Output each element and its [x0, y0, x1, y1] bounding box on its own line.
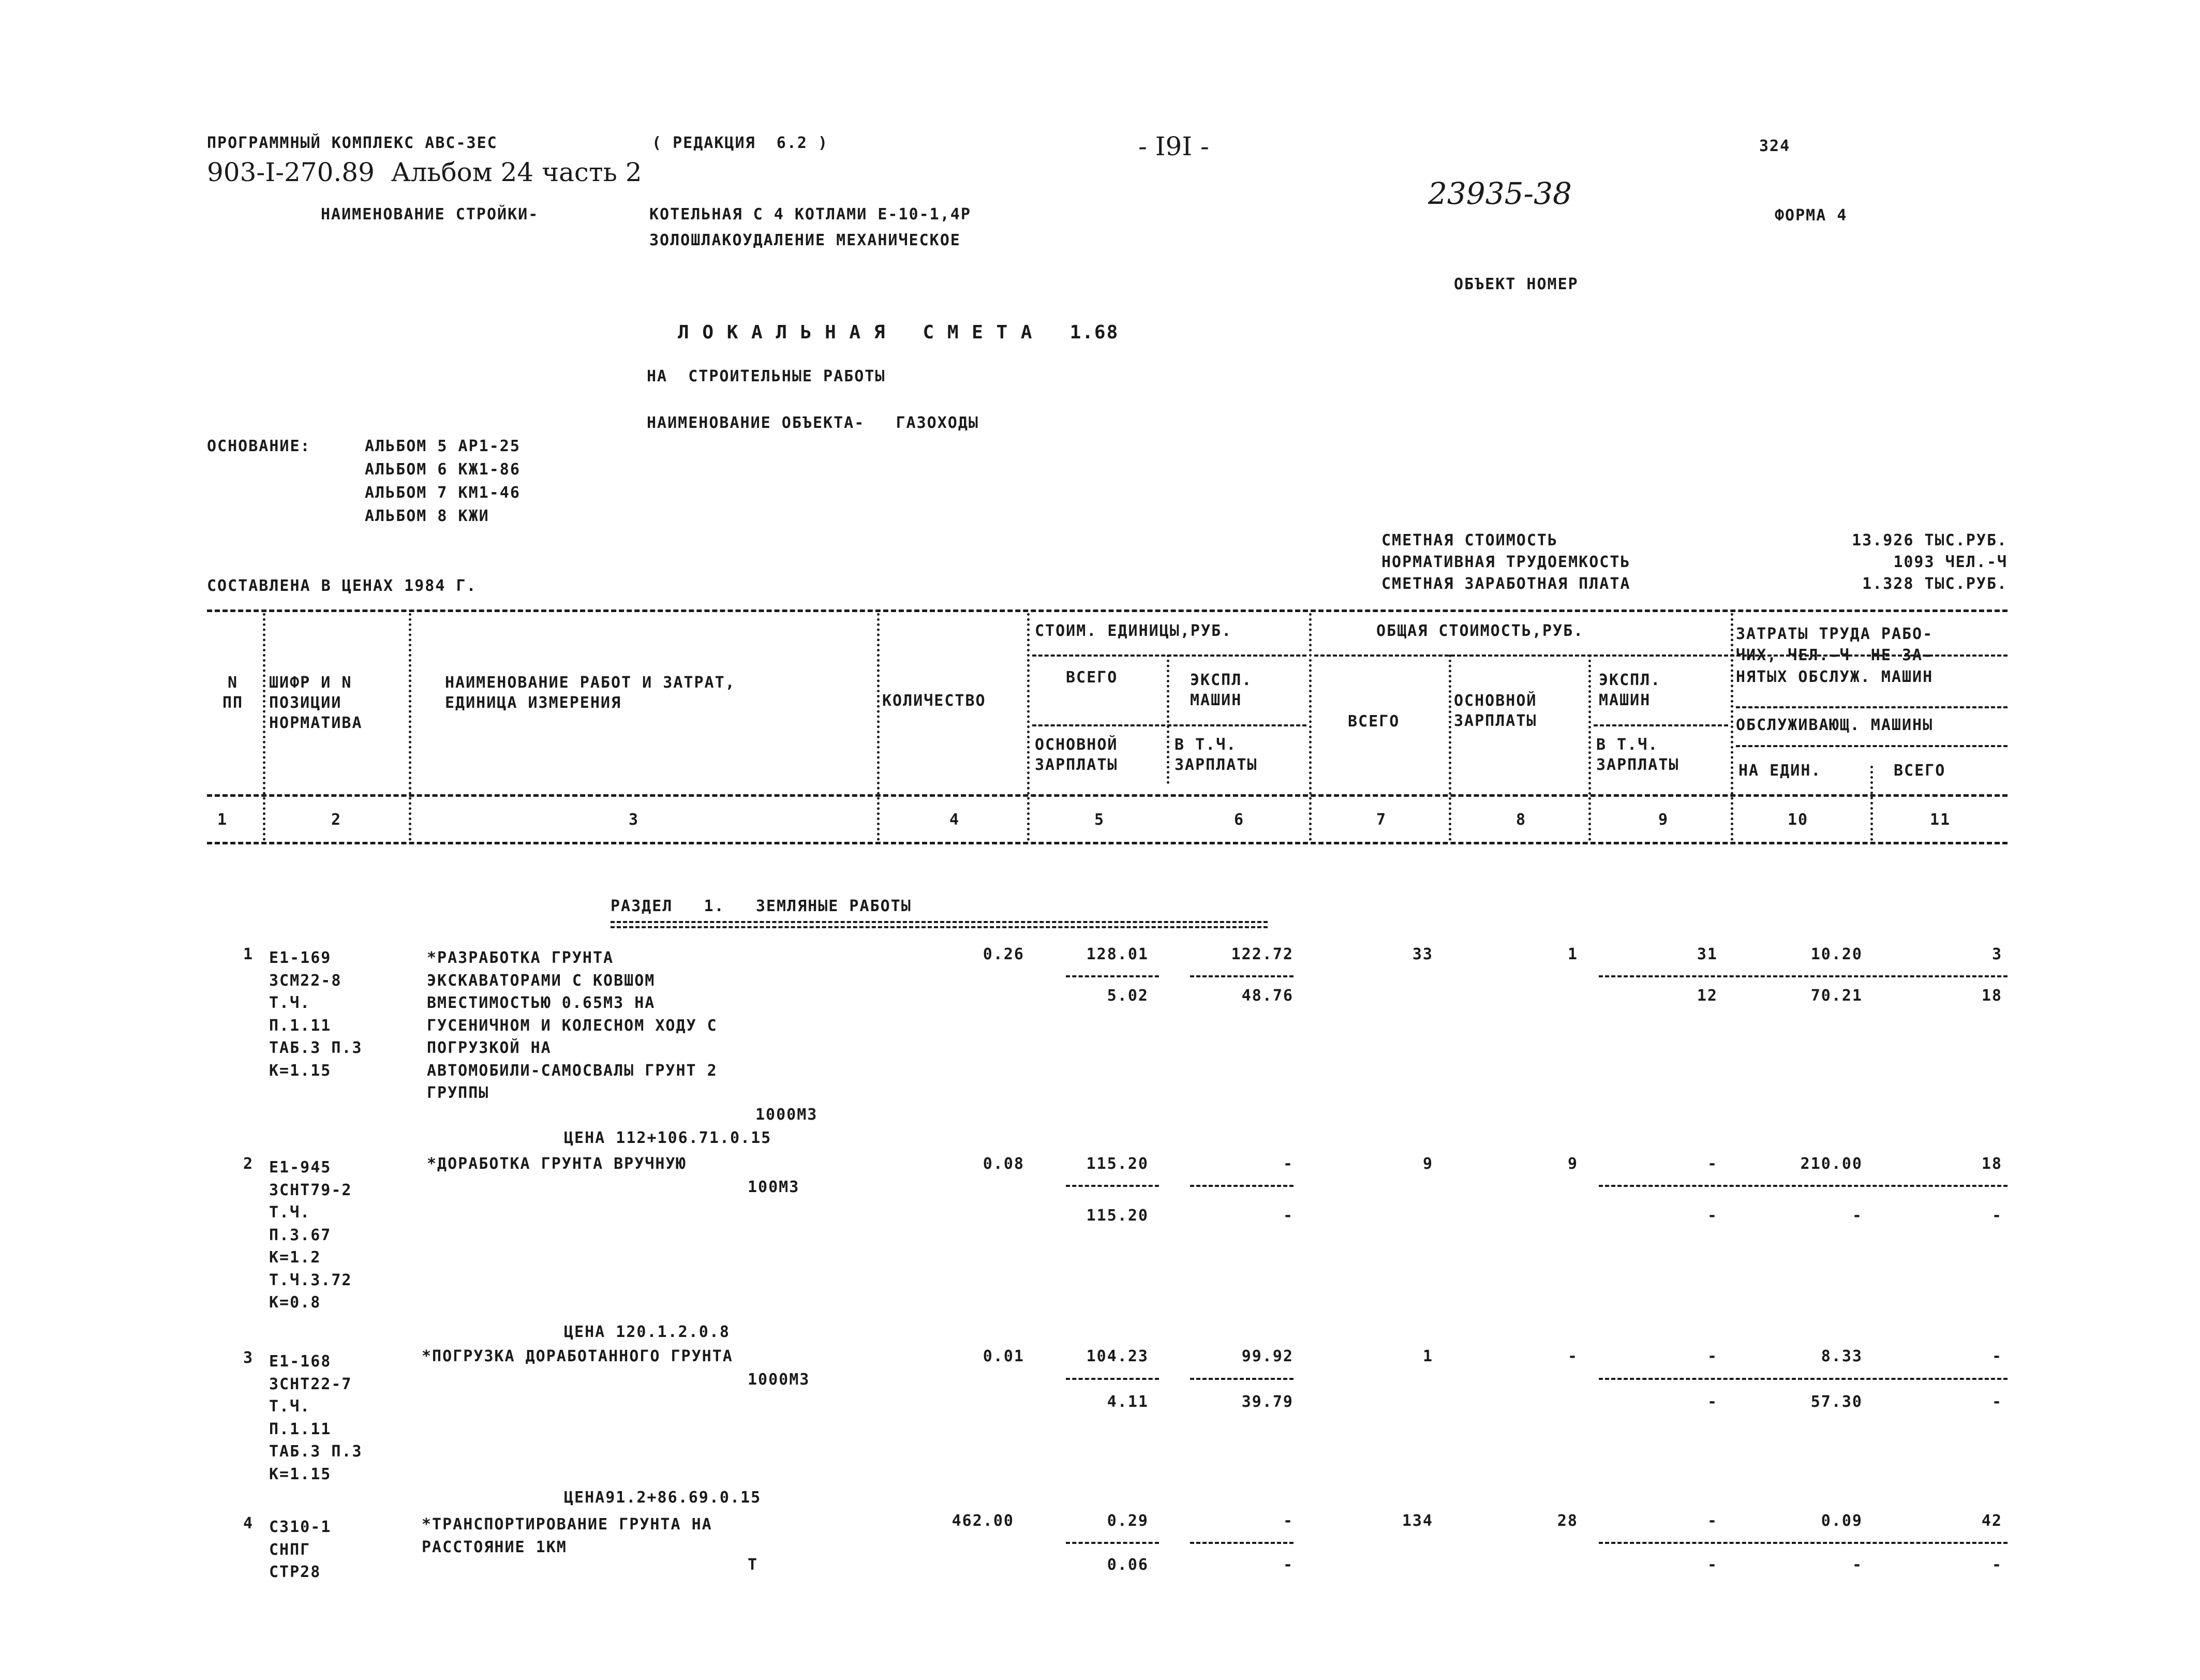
- labor-header: ЗАТРАТЫ ТРУДА РАБО- ЧИХ, ЧЕЛ.-Ч НЕ ЗА- НЯТЫХ ОБСЛУЖ. МАШИН: [1736, 625, 1934, 686]
- rule: [1032, 724, 1306, 726]
- column-number: 2: [331, 811, 342, 829]
- labor-total: 42: [1981, 1512, 2002, 1530]
- construction-line-2: ЗОЛОШЛАКОУДАЛЕНИЕ МЕХАНИЧЕСКОЕ: [649, 231, 961, 249]
- summary-value: 1093 ЧЕЛ.-Ч: [1893, 553, 2008, 571]
- unit-cost-wage: ОСНОВНОЙ ЗАРПЛАТЫ: [1035, 736, 1118, 774]
- column-number: 6: [1234, 811, 1245, 829]
- total-machines: -: [1707, 1347, 1718, 1365]
- work-name: *ДОРАБОТКА ГРУНТА ВРУЧНУЮ: [427, 1155, 687, 1173]
- unit-cost-header: СТОИМ. ЕДИНИЦЫ,РУБ.: [1035, 622, 1232, 640]
- total-incl-wage: -: [1707, 1393, 1718, 1411]
- column-separator: [877, 613, 880, 841]
- work-name: *ПОГРУЗКА ДОРАБОТАННОГО ГРУНТА: [422, 1347, 733, 1365]
- summary-value: 13.926 ТЫС.РУБ.: [1852, 531, 2008, 549]
- rule: [207, 609, 2008, 612]
- column-separator: [1731, 613, 1733, 841]
- total-cost: 33: [1412, 945, 1433, 963]
- total-incl-wage: -: [1707, 1207, 1718, 1225]
- basis-item: АЛЬБОМ 8 КЖИ: [365, 507, 489, 525]
- column-number: 7: [1376, 811, 1387, 829]
- labor-total-machines: -: [1991, 1393, 2002, 1411]
- section-underline: [611, 926, 1268, 928]
- rule: [1066, 1378, 1159, 1380]
- column-separator: [409, 613, 411, 841]
- unit-cost-incl-wage: -: [1283, 1556, 1294, 1574]
- column-number: 9: [1658, 811, 1669, 829]
- total-machines: -: [1707, 1512, 1718, 1530]
- estimate-subtitle: НА СТРОИТЕЛЬНЫЕ РАБОТЫ: [647, 367, 886, 385]
- unit-cost-total: 104.23: [1086, 1347, 1149, 1365]
- column-separator: [1027, 613, 1030, 841]
- rule: [1032, 655, 1306, 657]
- column-number: 10: [1788, 811, 1809, 829]
- unit-cost-incl-wage: 39.79: [1241, 1393, 1294, 1411]
- total-machines: 31: [1697, 945, 1718, 963]
- norm-code: Е1-169 ЗСМ22-8 Т.Ч. П.1.11 ТАБ.3 П.3 К=1.15: [269, 949, 363, 1080]
- album-reference: 903-I-270.89 Альбом 24 часть 2: [207, 157, 642, 187]
- price-note: ЦЕНА 112+106.71.0.15: [564, 1129, 772, 1147]
- labor-per-unit: 8.33: [1821, 1347, 1863, 1365]
- total-incl-wage: 12: [1697, 987, 1718, 1005]
- total-cost-incl-wage: В Т.Ч. ЗАРПЛАТЫ: [1596, 736, 1679, 774]
- labor-total: 3: [1991, 945, 2002, 963]
- column-separator: [1309, 613, 1312, 841]
- rule: [1190, 975, 1294, 977]
- total-cost-wage: ОСНОВНОЙ ЗАРПЛАТЫ: [1454, 692, 1537, 730]
- row-number: 1: [243, 945, 254, 963]
- column-number: 8: [1516, 811, 1527, 829]
- labor-total: 18: [1981, 1155, 2002, 1173]
- rule: [1066, 975, 1159, 977]
- col-header-name: НАИМЕНОВАНИЕ РАБОТ И ЗАТРАТ, ЕДИНИЦА ИЗМЕРЕНИЯ: [445, 674, 736, 712]
- quantity: 0.01: [983, 1347, 1024, 1365]
- column-number: 11: [1930, 811, 1951, 829]
- rule: [1736, 745, 2008, 747]
- basis-label: ОСНОВАНИЕ:: [207, 437, 311, 455]
- total-incl-wage: -: [1707, 1556, 1718, 1574]
- labor-total-machines: 18: [1981, 987, 2002, 1005]
- unit-cost-machines: 99.92: [1241, 1347, 1294, 1365]
- price-note: ЦЕНА 120.1.2.0.8: [564, 1323, 730, 1341]
- unit-cost-wage: 5.02: [1107, 987, 1149, 1005]
- total-cost-machines: ЭКСПЛ. МАШИН: [1599, 671, 1661, 709]
- total-cost-total: ВСЕГО: [1348, 712, 1400, 731]
- total-wage: -: [1567, 1347, 1578, 1365]
- labor-total-machines: -: [1991, 1556, 2002, 1574]
- quantity: 462.00: [952, 1512, 1014, 1530]
- rule: [1594, 724, 1728, 726]
- row-number: 2: [243, 1155, 254, 1173]
- unit-cost-wage: 4.11: [1107, 1393, 1149, 1411]
- labor-per-unit-machines: -: [1852, 1207, 1863, 1225]
- total-wage: 28: [1557, 1512, 1578, 1530]
- column-separator: [1449, 655, 1451, 841]
- object-number-label: ОБЪЕКТ НОМЕР: [1454, 275, 1579, 293]
- unit-cost-incl-wage: В Т.Ч. ЗАРПЛАТЫ: [1175, 736, 1258, 774]
- work-name: *РАЗРАБОТКА ГРУНТА ЭКСКАВАТОРАМИ С КОВШОМ ВМЕСТИМОСТЬЮ 0.65М3 НА ГУСЕНИЧНОМ И КОЛЕСНОМ ХОДУ С ПОГРУЗКОЙ НА АВТОМОБИЛИ-САМОСВАЛЫ ГРУНТ 2 ГРУППЫ: [427, 949, 718, 1102]
- total-wage: 9: [1567, 1155, 1578, 1173]
- total-cost-header: ОБЩАЯ СТОИМОСТЬ,РУБ.: [1376, 622, 1584, 640]
- row-number: 3: [243, 1349, 254, 1367]
- rule: [1599, 1378, 2008, 1380]
- work-unit: Т: [748, 1556, 759, 1574]
- unit-cost-total: ВСЕГО: [1066, 668, 1118, 687]
- total-cost: 134: [1402, 1512, 1433, 1530]
- rule: [1599, 1542, 2008, 1544]
- col-header-qty: КОЛИЧЕСТВО: [882, 692, 986, 710]
- labor-per-unit-machines: -: [1852, 1556, 1863, 1574]
- unit-cost-machines: -: [1283, 1155, 1294, 1173]
- construction-label: НАИМЕНОВАНИЕ СТРОЙКИ-: [321, 205, 539, 224]
- rule: [1190, 1542, 1294, 1544]
- price-note: ЦЕНА91.2+86.69.0.15: [564, 1489, 762, 1507]
- labor-subheader: ОБСЛУЖИВАЮЩ. МАШИНЫ: [1736, 716, 1934, 734]
- unit-cost-machines: 122.72: [1231, 945, 1294, 963]
- edition: ( РЕДАКЦИЯ 6.2 ): [652, 134, 829, 152]
- row-number: 4: [243, 1514, 254, 1533]
- col-header-n: N ПП: [222, 674, 244, 712]
- rule: [1190, 1185, 1294, 1187]
- prices-year: СОСТАВЛЕНА В ЦЕНАХ 1984 Г.: [207, 577, 477, 595]
- norm-code: Е1-945 ЗСНТ79-2 Т.Ч. П.3.67 К=1.2 Т.Ч.3.72 К=0.8: [269, 1158, 352, 1312]
- basis-item: АЛЬБОМ 6 КЖ1-86: [365, 460, 521, 479]
- rule: [207, 842, 2008, 844]
- labor-per-unit: 0.09: [1821, 1512, 1863, 1530]
- total-cost: 9: [1422, 1155, 1433, 1173]
- summary-label: НОРМАТИВНАЯ ТРУДОЕМКОСТЬ: [1381, 553, 1631, 571]
- labor-per-unit-machines: 70.21: [1810, 987, 1863, 1005]
- column-separator: [1588, 655, 1591, 841]
- program-name: ПРОГРАММНЫЙ КОМПЛЕКС АВС-ЗЕС: [207, 134, 498, 152]
- unit-cost-incl-wage: -: [1283, 1207, 1294, 1225]
- form-label: ФОРМА 4: [1775, 206, 1848, 225]
- rule: [207, 794, 2008, 797]
- unit-cost-machines: -: [1283, 1512, 1294, 1530]
- rule: [1066, 1542, 1159, 1544]
- unit-cost-wage: 0.06: [1107, 1556, 1149, 1574]
- column-number: 4: [949, 811, 960, 829]
- col-header-code: ШИФР И N ПОЗИЦИИ НОРМАТИВА: [269, 674, 363, 732]
- construction-line-1: КОТЕЛЬНАЯ С 4 КОТЛАМИ Е-10-1,4Р: [649, 205, 971, 224]
- basis-item: АЛЬБОМ 7 КМ1-46: [365, 484, 521, 502]
- norm-code: Е1-168 ЗСНТ22-7 Т.Ч. П.1.11 ТАБ.3 П.3 К=1.15: [269, 1352, 363, 1483]
- sheet-number: 324: [1759, 137, 1791, 155]
- quantity: 0.08: [983, 1155, 1024, 1173]
- unit-cost-wage: 115.20: [1086, 1207, 1149, 1225]
- summary-label: СМЕТНАЯ СТОИМОСТЬ: [1381, 531, 1558, 549]
- rule: [1736, 706, 2008, 708]
- norm-code: С310-1 СНПГ СТР28: [269, 1518, 332, 1581]
- rule: [1599, 1185, 2008, 1187]
- document-number: 23935-38: [1428, 176, 1572, 211]
- column-number: 3: [629, 811, 640, 829]
- rule: [1066, 1185, 1159, 1187]
- labor-total: -: [1991, 1347, 2002, 1365]
- labor-per-unit-machines: 57.30: [1810, 1393, 1863, 1411]
- total-cost: 1: [1422, 1347, 1433, 1365]
- work-unit: 1000М3: [748, 1371, 810, 1389]
- labor-total-machines: -: [1991, 1207, 2002, 1225]
- estimate-title: Л О К А Л Ь Н А Я С М Е Т А 1.68: [678, 322, 1119, 343]
- column-separator: [263, 613, 265, 841]
- unit-cost-total: 0.29: [1107, 1512, 1149, 1530]
- rule: [1599, 975, 2008, 977]
- column-separator: [1870, 766, 1873, 841]
- labor-total: ВСЕГО: [1894, 762, 1946, 780]
- unit-cost-total: 128.01: [1086, 945, 1149, 963]
- labor-per-unit: НА ЕДИН.: [1738, 762, 1822, 780]
- work-unit: 1000М3: [755, 1106, 818, 1124]
- unit-cost-total: 115.20: [1086, 1155, 1149, 1173]
- column-number: 5: [1094, 811, 1105, 829]
- total-wage: 1: [1567, 945, 1578, 963]
- unit-cost-incl-wage: 48.76: [1241, 987, 1294, 1005]
- work-name: *ТРАНСПОРТИРОВАНИЕ ГРУНТА НА РАССТОЯНИЕ 1КМ: [422, 1515, 712, 1556]
- summary-value: 1.328 ТЫС.РУБ.: [1862, 575, 2008, 593]
- labor-per-unit: 210.00: [1800, 1155, 1863, 1173]
- rule: [1190, 1378, 1294, 1380]
- page-number: - I9I -: [1138, 131, 1209, 161]
- unit-cost-machines: ЭКСПЛ. МАШИН: [1190, 671, 1253, 709]
- total-machines: -: [1707, 1155, 1718, 1173]
- column-separator: [1167, 655, 1169, 784]
- labor-per-unit: 10.20: [1810, 945, 1863, 963]
- section-title: РАЗДЕЛ 1. ЗЕМЛЯНЫЕ РАБОТЫ: [611, 897, 912, 915]
- section-underline: [611, 921, 1268, 923]
- column-number: 1: [217, 811, 228, 829]
- summary-label: СМЕТНАЯ ЗАРАБОТНАЯ ПЛАТА: [1381, 575, 1631, 593]
- basis-item: АЛЬБОМ 5 АР1-25: [365, 437, 521, 455]
- object-name: НАИМЕНОВАНИЕ ОБЪЕКТА- ГАЗОХОДЫ: [647, 414, 979, 432]
- quantity: 0.26: [983, 945, 1024, 963]
- work-unit: 100М3: [748, 1178, 800, 1196]
